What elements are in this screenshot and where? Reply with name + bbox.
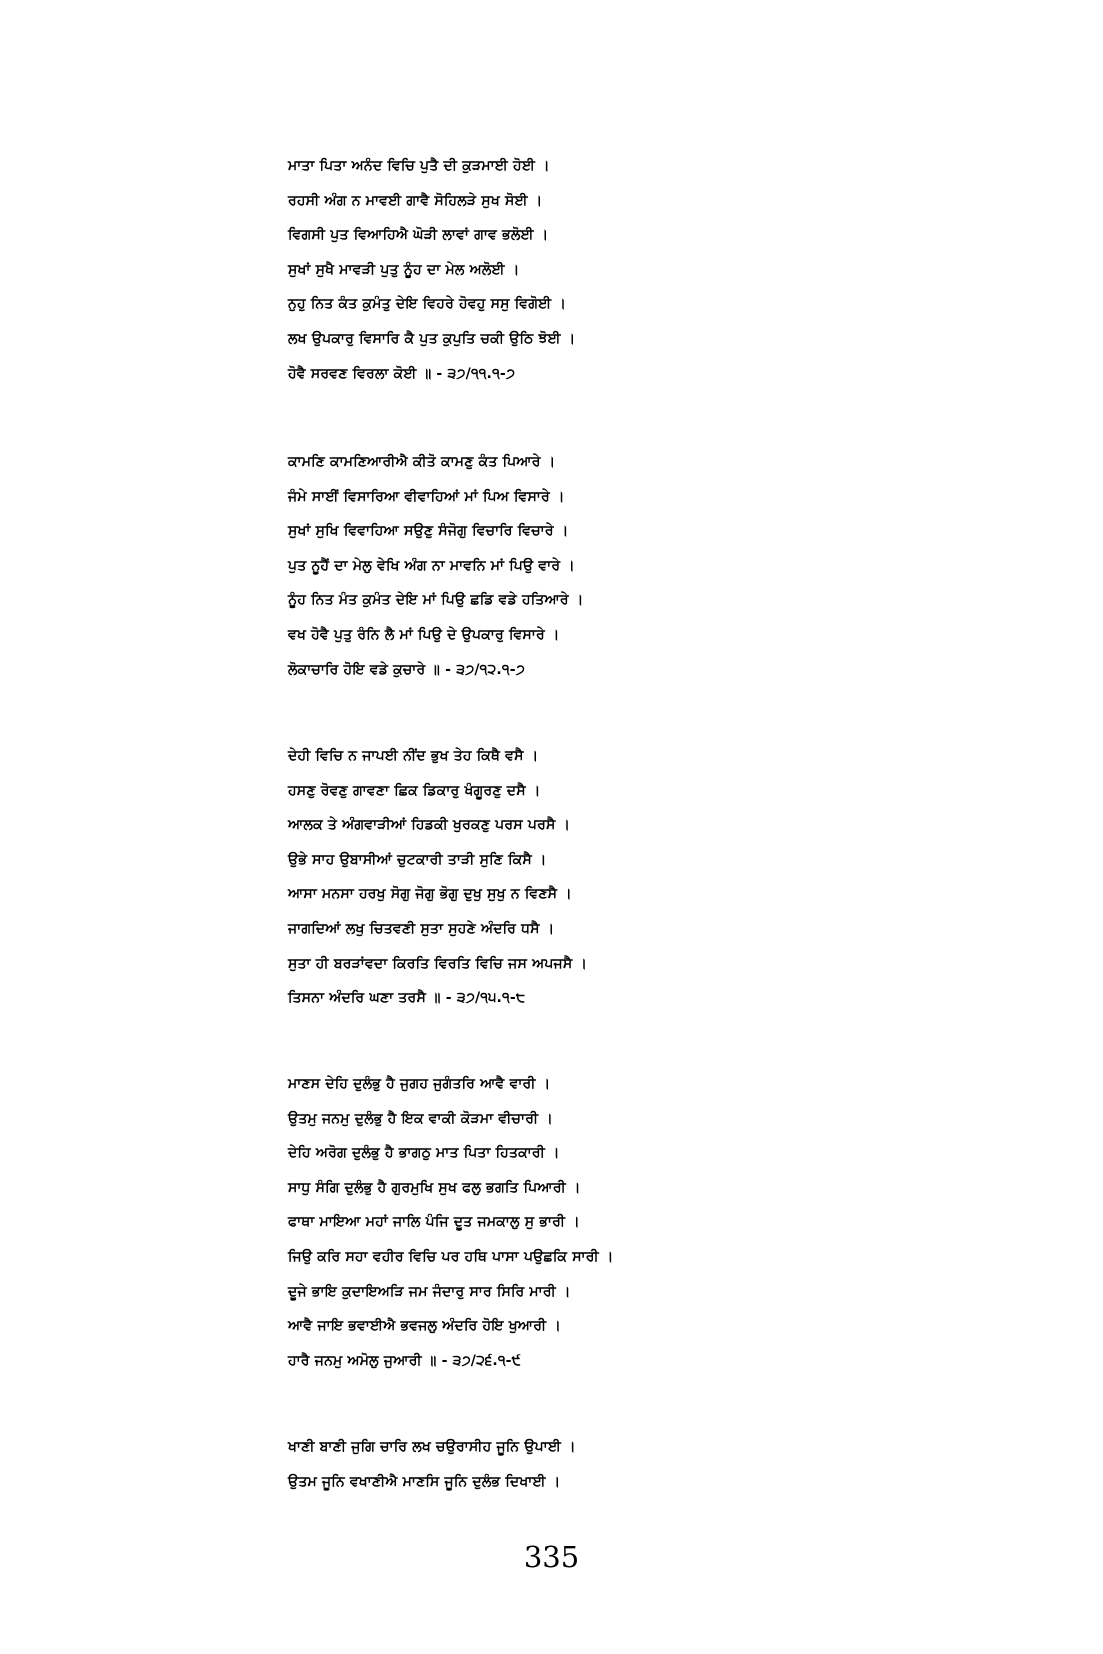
verse-stanza bbox=[288, 149, 1088, 391]
verse-reference-line: ਹੋਵੈ ਸਰਵਣ ਵਿਰਲਾ ਕੋਈ ॥ - ੩੭/੧੧.੧-੭ bbox=[288, 365, 516, 382]
verse-line: ਮਾਣਸ ਦੇਹਿ ਦੁਲੰਭੁ ਹੈ ਜੁਗਹ ਜੁਗੰਤਰਿ ਆਵੈ ਵਾਰੀ । bbox=[288, 1076, 551, 1092]
verse-line: ਹਸਣੁ ਰੋਵਣੁ ਗਾਵਣਾ ਛਿਕ ਡਿਕਾਰੁ ਖੰਗੂਰਣੁ ਦਸੈ । bbox=[288, 782, 541, 799]
verse-line: ਨੂੰਹ ਨਿਤ ਮੰਤ ਕੁਮੰਤ ਦੇਇ ਮਾਂ ਪਿਉ ਛਡਿ ਵਡੇ ਹਤਿਆਰੇ । bbox=[288, 592, 584, 609]
verse-line: ਉਤਮੁ ਜਨਮੁ ਦੁਲੰਭੁ ਹੈ ਇਕ ਵਾਕੀ ਕੋੜਮਾ ਵੀਚਾਰੀ । bbox=[288, 1110, 553, 1127]
verse-line: ਨੁਹੁ ਨਿਤ ਕੰਤ ਕੁਮੰਤੁ ਦੇਇ ਵਿਹਰੇ ਹੋਵਹੁ ਸਸੁ ਵਿਗੋਈ । bbox=[288, 296, 567, 313]
verse-line: ਰਹਸੀ ਅੰਗ ਨ ਮਾਵਈ ਗਾਵੈ ਸੋਹਿਲੜੇ ਸੁਖ ਸੋਈ । bbox=[288, 192, 543, 209]
verse-line: ਦੇਹੀ ਵਿਚਿ ਨ ਜਾਪਈ ਨੀਂਦ ਭੁਖ ਤੇਹ ਕਿਥੈ ਵਸੈ । bbox=[288, 748, 539, 764]
verse-line: ਵਿਗਸੀ ਪੁਤ ਵਿਆਹਿਐ ਘੋੜੀ ਲਾਵਾਂ ਗਾਵ ਭਲੋਈ । bbox=[288, 227, 549, 244]
verse-line: ਆਸਾ ਮਨਸਾ ਹਰਖੁ ਸੋਗੁ ਜੋਗੁ ਭੋਗੁ ਦੁਖੁ ਸੁਖੁ ਨ ਵਿਣਸੈ । bbox=[288, 886, 572, 903]
verse-line: ਆਲਕ ਤੇ ਅੰਗਵਾੜੀਆਂ ਹਿਡਕੀ ਖੁਰਕਣੁ ਪਰਸ ਪਰਸੈ । bbox=[288, 817, 571, 834]
verse-line: ਲਖ ਉਪਕਾਰੁ ਵਿਸਾਰਿ ਕੈ ਪੁਤ ਕੁਪੁਤਿ ਚਕੀ ਉਠਿ ਝੋਈ । bbox=[288, 330, 576, 347]
verse-line: ਜੰਮੇ ਸਾਈਂ ਵਿਸਾਰਿਆ ਵੀਵਾਹਿਆਂ ਮਾਂ ਪਿਅ ਵਿਸਾਰੇ । bbox=[288, 488, 565, 505]
verse-line: ਵਖ ਹੋਵੈ ਪੁਤੁ ਰੰਨਿ ਲੈ ਮਾਂ ਪਿਉ ਦੇ ਉਪਕਾਰੁ ਵਿਸਾਰੇ । bbox=[288, 626, 560, 643]
verse-reference-line: ਲੋਕਾਚਾਰਿ ਹੋਇ ਵਡੇ ਕੁਚਾਰੇ ॥ - ੩੭/੧੨.੧-੭ bbox=[288, 661, 525, 678]
verse-line: ਉਤਮ ਜੂਨਿ ਵਖਾਣੀਐ ਮਾਣਸਿ ਜੂਨਿ ਦੁਲੰਭ ਦਿਖਾਈ । bbox=[288, 1473, 561, 1490]
verse-line: ਜਿਉ ਕਰਿ ਸਹਾ ਵਹੀਰ ਵਿਚਿ ਪਰ ਹਥਿ ਪਾਸਾ ਪਉਛਕਿ ਸਾਰੀ । bbox=[288, 1248, 614, 1265]
verse-line: ਕਾਮਣਿ ਕਾਮਣਿਆਰੀਐ ਕੀਤੋ ਕਾਮਣੁ ਕੰਤ ਪਿਆਰੇ । bbox=[288, 454, 556, 470]
verse-line: ਦੂਜੇ ਭਾਇ ਕੁਦਾਇਅੜਿ ਜਮ ਜੰਦਾਰੁ ਸਾਰ ਸਿਰਿ ਮਾਰੀ । bbox=[288, 1283, 571, 1300]
page-number: 335 bbox=[523, 1540, 580, 1574]
verse-line: ਸੁਖਾਂ ਸੁਖੈ ਮਾਵੜੀ ਪੁਤੁ ਨੂੰਹ ਦਾ ਮੇਲ ਅਲੋਈ । bbox=[288, 261, 520, 278]
verse-stanza bbox=[288, 1430, 1088, 1499]
verse-stanza bbox=[288, 445, 1088, 687]
verse-line: ਦੇਹਿ ਅਰੋਗ ਦੁਲੰਭੁ ਹੈ ਭਾਗਠੁ ਮਾਤ ਪਿਤਾ ਹਿਤਕਾਰੀ । bbox=[288, 1145, 560, 1162]
verse-stanza bbox=[288, 1067, 1088, 1378]
verse-line: ਸੁਤਾ ਹੀ ਬਰੜਾਂਵਦਾ ਕਿਰਤਿ ਵਿਰਤਿ ਵਿਚਿ ਜਸ ਅਪਜਸੈ । bbox=[288, 955, 588, 972]
verse-line: ਪੁਤ ਨੂਹੈਂ ਦਾ ਮੇਲੁ ਵੇਖਿ ਅੰਗ ਨਾ ਮਾਵਨਿ ਮਾਂ ਪਿਉ ਵਾਰੇ । bbox=[288, 557, 575, 574]
verse-stanza bbox=[288, 739, 1088, 1016]
verse-line: ਖਾਣੀ ਬਾਣੀ ਜੁਗਿ ਚਾਰਿ ਲਖ ਚਉਰਾਸੀਹ ਜੂਨਿ ਉਪਾਈ । bbox=[288, 1439, 576, 1455]
verse-line: ਉਭੇ ਸਾਹ ਉਬਾਸੀਆਂ ਚੁਟਕਾਰੀ ਤਾੜੀ ਸੁਣਿ ਕਿਸੈ । bbox=[288, 851, 547, 868]
verse-line: ਫਾਥਾ ਮਾਇਆ ਮਹਾਂ ਜਾਲਿ ਪੰਜਿ ਦੂਤ ਜਮਕਾਲੁ ਸੁ ਭਾਰੀ । bbox=[288, 1214, 580, 1231]
verse-line: ਸੁਖਾਂ ਸੁਖਿ ਵਿਵਾਹਿਆ ਸਉਣੁ ਸੰਜੋਗੁ ਵਿਚਾਰਿ ਵਿਚਾਰੇ । bbox=[288, 523, 569, 540]
verse-line: ਜਾਗਦਿਆਂ ਲਖੁ ਚਿਤਵਣੀ ਸੁਤਾ ਸੁਹਣੇ ਅੰਦਰਿ ਧਸੈ । bbox=[288, 920, 555, 937]
verse-line: ਸਾਧੁ ਸੰਗਿ ਦੁਲੰਭੁ ਹੈ ਗੁਰਮੁਖਿ ਸੁਖ ਫਲੁ ਭਗਤਿ ਪਿਆਰੀ । bbox=[288, 1179, 581, 1196]
verse-line: ਆਵੈ ਜਾਇ ਭਵਾਈਐ ਭਵਜਲੁ ਅੰਦਰਿ ਹੋਇ ਖੁਆਰੀ । bbox=[288, 1318, 562, 1335]
verse-reference-line: ਤਿਸਨਾ ਅੰਦਰਿ ਘਣਾ ਤਰਸੈ ॥ - ੩੭/੧੫.੧-੮ bbox=[288, 990, 526, 1007]
verse-reference-line: ਹਾਰੈ ਜਨਮੁ ਅਮੋਲੁ ਜੁਆਰੀ ॥ - ੩੭/੨੬.੧-੯ bbox=[288, 1352, 522, 1369]
verse-line: ਮਾਤਾ ਪਿਤਾ ਅਨੰਦ ਵਿਚਿ ਪੁਤੈ ਦੀ ਕੁੜਮਾਈ ਹੋਈ । bbox=[288, 158, 550, 174]
